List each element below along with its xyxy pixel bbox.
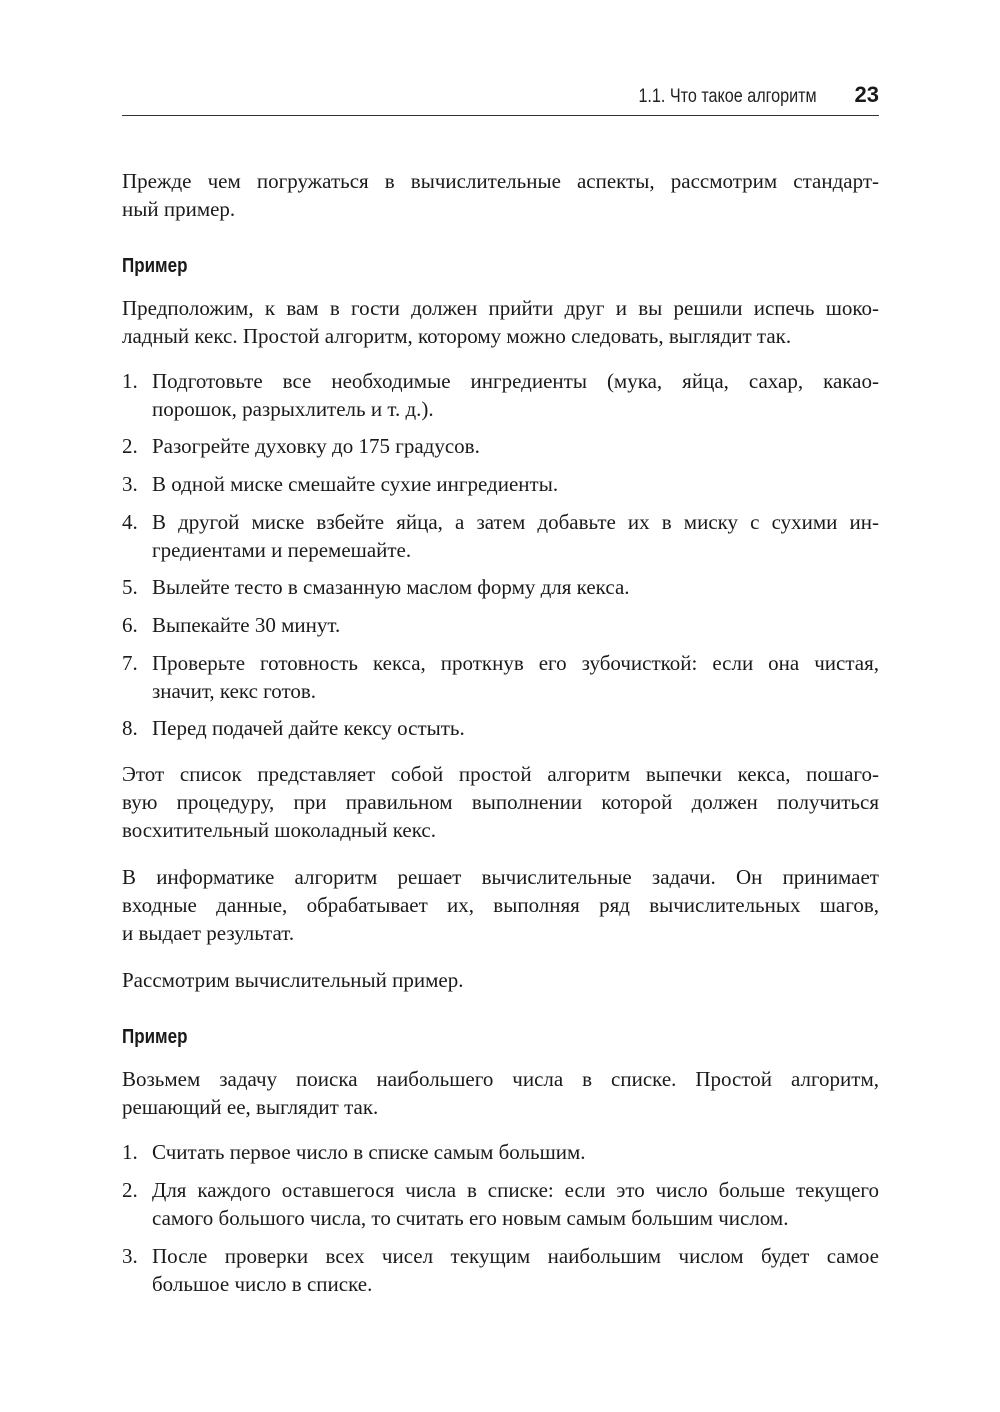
list-item (122, 1176, 879, 1232)
text-line: Считать первое число в списке самым большим. (152, 1140, 586, 1164)
list-item (122, 470, 879, 498)
text-line: Перед подачей дайте кексу остыть. (152, 716, 465, 740)
text-line: Проверьте готовность кекса, проткнув его зубочисткой: если она чистая, (152, 651, 879, 675)
list-number: 5. (122, 575, 138, 599)
list-item (122, 508, 879, 564)
text-line: Подготовьте все необходимые ингредиенты (мука, яйца, сахар, какао- (152, 369, 879, 393)
list-item (122, 611, 879, 639)
text-line: значит, кекс готов. (152, 679, 317, 703)
text-line: Выпекайте 30 минут. (152, 613, 341, 637)
text-line: Разогрейте духовку до 175 градусов. (152, 434, 480, 458)
text-line: решающий ее, выглядит так. (122, 1095, 379, 1119)
list-number: 8. (122, 716, 138, 740)
list-number: 4. (122, 510, 138, 534)
text-line: и выдает результат. (122, 921, 295, 945)
text-line: гредиентами и перемешайте. (152, 538, 412, 562)
list-number: 1. (122, 369, 138, 393)
heading (122, 252, 765, 280)
text-line: Предположим, к вам в гости должен прийти друг и вы решили испечь шоко- (122, 296, 879, 320)
text-line: Возьмем задачу поиска наибольшего числа в списке. Простой алгоритм, (122, 1067, 879, 1091)
heading-text: Пример (122, 1026, 188, 1048)
text-line: Вылейте тесто в смазанную маслом форму для кекса. (152, 575, 630, 599)
list-item (122, 1242, 879, 1298)
paragraph (122, 966, 879, 994)
header-rule (122, 115, 879, 116)
paragraph (122, 167, 879, 223)
text-line: В информатике алгоритм решает вычислительные задачи. Он принимает (122, 865, 879, 889)
text-line: ный пример. (122, 197, 236, 221)
list-item (122, 1138, 879, 1166)
paragraph (122, 294, 879, 350)
heading (122, 1023, 765, 1051)
text-line: Этот список представляет собой простой алгоритм выпечки кекса, пошаго- (122, 762, 879, 786)
text-line: вую процедуру, при правильном выполнении которой должен получиться (122, 790, 879, 814)
text-line: большое число в списке. (152, 1272, 373, 1296)
text-line: Для каждого оставшегося числа в списке: если это число больше текущего (152, 1178, 879, 1202)
text-line: самого большого числа, то считать его новым самым большим числом. (152, 1206, 789, 1230)
list-item (122, 714, 879, 742)
text-line: ладный кекс. Простой алгоритм, которому можно следовать, выглядит так. (122, 324, 792, 348)
text-line: В другой миске взбейте яйца, а затем добавьте их в миску с сухими ин- (152, 510, 879, 534)
list-item (122, 367, 879, 423)
text-line: входные данные, обрабатывает их, выполняя ряд вычислительных шагов, (122, 893, 879, 917)
section-title: 1.1. Что такое алгоритм (638, 86, 817, 107)
list-item (122, 573, 879, 601)
list-number: 7. (122, 651, 138, 675)
text-line: В одной миске смешайте сухие ингредиенты. (152, 472, 559, 496)
list-number: 2. (122, 1178, 138, 1202)
page-number: 23 (854, 82, 879, 107)
paragraph (122, 1065, 879, 1121)
list-number: 6. (122, 613, 138, 637)
paragraph (122, 863, 879, 947)
text-line: порошок, разрыхлитель и т. д.). (152, 397, 434, 421)
list-number: 3. (122, 1244, 138, 1268)
list-number: 2. (122, 434, 138, 458)
list-number: 3. (122, 472, 138, 496)
paragraph (122, 760, 879, 844)
text-line: восхитительный шоколадный кекс. (122, 818, 436, 842)
running-header (607, 82, 879, 108)
text-line: После проверки всех чисел текущим наибольшим числом будет самое (152, 1244, 879, 1268)
heading-text: Пример (122, 255, 188, 277)
list-number: 1. (122, 1140, 138, 1164)
text-line: Прежде чем погружаться в вычислительные аспекты, рассмотрим стандарт- (122, 169, 879, 193)
text-line: Рассмотрим вычислительный пример. (122, 968, 464, 992)
list-item (122, 432, 879, 460)
list-item (122, 649, 879, 705)
